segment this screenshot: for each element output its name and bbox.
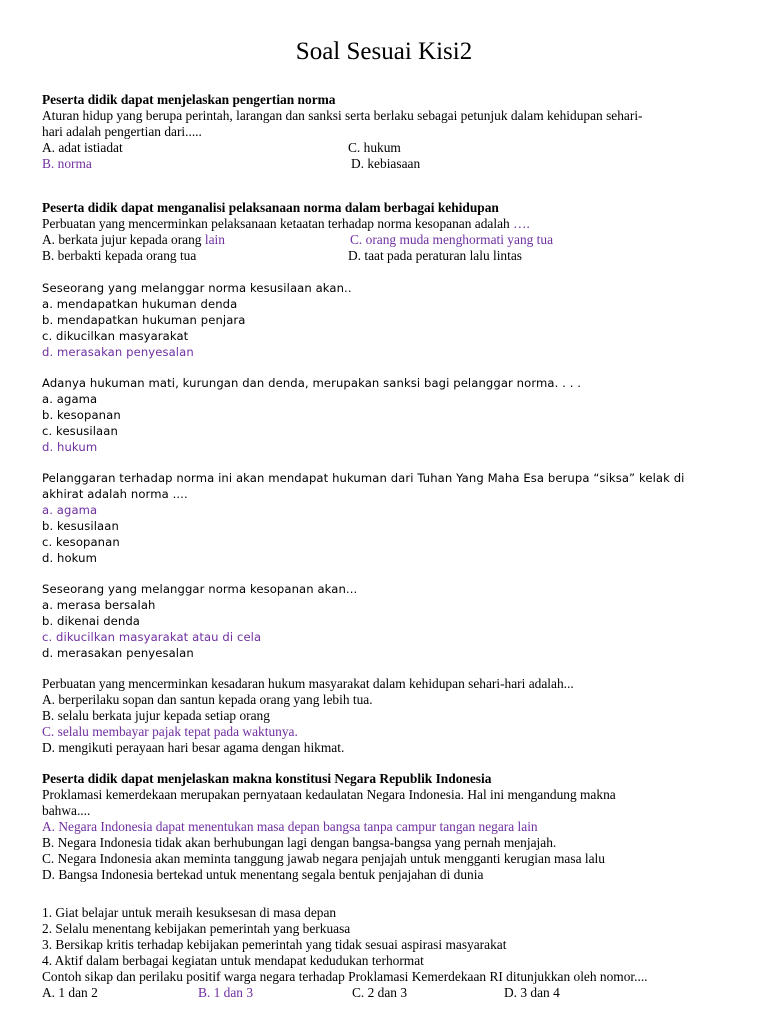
question-stem: Seseorang yang melanggar norma kesopanan akan...	[42, 582, 358, 596]
option-b[interactable]: B. Negara Indonesia tidak akan berhubungan lagi dengan bangsa-bangsa yang pernah menjajah.	[42, 835, 557, 850]
option-row	[42, 232, 732, 248]
question-9	[42, 905, 732, 1001]
option-c[interactable]: c. dikucilkan masyarakat	[42, 329, 189, 343]
option-d[interactable]: D. 3 dan 4	[504, 985, 560, 1000]
question-7	[42, 676, 732, 756]
option-c[interactable]: C. 2 dan 3	[352, 985, 408, 1000]
question-stem: Pelanggaran terhadap norma ini akan mendapat hukuman dari Tuhan Yang Maha Esa berupa “siksa” kelak di	[42, 471, 685, 485]
option-d-answer[interactable]: d. merasakan penyesalan	[42, 345, 194, 359]
option-b[interactable]: B. selalu berkata jujur kepada setiap orang	[42, 708, 270, 723]
option-c-answer[interactable]: C. selalu membayar pajak tepat pada waktunya.	[42, 724, 298, 739]
statement-item-3: 3. Bersikap kritis terhadap kebijakan pemerintah yang tidak sesuai aspirasi masyarakat	[42, 937, 507, 952]
question-stem: Proklamasi kemerdekaan merupakan pernyataan kedaulatan Negara Indonesia. Hal ini mengandung makna	[42, 787, 616, 802]
option-c[interactable]: C. hukum	[348, 140, 401, 155]
question-stem-continued: bahwa....	[42, 803, 91, 818]
option-b[interactable]: b. dikenai denda	[42, 614, 141, 628]
option-d[interactable]: D. mengikuti perayaan hari besar agama dengan hikmat.	[42, 740, 345, 755]
question-stem-ellipsis: ….	[509, 216, 530, 231]
statement-item-1: 1. Giat belajar untuk meraih kesuksesan di masa depan	[42, 905, 337, 920]
question-1	[42, 92, 732, 172]
option-row	[42, 248, 732, 264]
question-stem-text: Perbuatan yang mencerminkan pelaksanaan ketaatan terhadap norma kesopanan adalah	[42, 216, 510, 231]
option-a-answer[interactable]: A. Negara Indonesia dapat menentukan masa depan bangsa tanpa campur tangan negara lain	[42, 819, 538, 834]
option-d[interactable]: D. taat pada peraturan lalu lintas	[348, 248, 523, 263]
option-d-answer[interactable]: d. hukum	[42, 440, 98, 454]
question-sheet	[42, 92, 732, 1001]
option-c[interactable]: C. Negara Indonesia akan meminta tanggung jawab negara penjajah untuk mengganti kerugian masa lalu	[42, 851, 605, 866]
option-c[interactable]: c. kesusilaan	[42, 424, 118, 438]
question-3	[42, 280, 732, 360]
option-a-answer[interactable]: a. agama	[42, 503, 98, 517]
question-stem: Aturan hidup yang berupa perintah, larangan dan sanksi serta berlaku sebagai petunjuk dalam kehidupan sehari-	[42, 108, 643, 123]
question-stem-continued: akhirat adalah norma ....	[42, 487, 188, 501]
question-stem: Contoh sikap dan perilaku positif warga negara terhadap Proklamasi Kemerdekaan RI ditunjukkan oleh nomor....	[42, 969, 648, 984]
indicator-heading: Peserta didik dapat menganalisi pelaksanaan norma dalam berbagai kehidupan	[42, 200, 499, 215]
indicator-heading: Peserta didik dapat menjelaskan pengertian norma	[42, 92, 336, 107]
option-b-answer[interactable]: B. 1 dan 3	[198, 985, 254, 1000]
option-c[interactable]: c. kesopanan	[42, 535, 120, 549]
question-8	[42, 771, 732, 883]
option-c-answer[interactable]: c. dikucilkan masyarakat atau di cela	[42, 630, 262, 644]
option-a[interactable]: A. 1 dan 2	[42, 985, 98, 1000]
option-b[interactable]: b. mendapatkan hukuman penjara	[42, 313, 246, 327]
question-stem: Seseorang yang melanggar norma kesusilaan akan..	[42, 281, 352, 295]
question-stem-continued: hari adalah pengertian dari.....	[42, 124, 202, 139]
option-a[interactable]: A. adat istiadat	[42, 140, 123, 155]
option-c-answer[interactable]: C. orang muda menghormati yang tua	[350, 232, 554, 247]
option-a[interactable]	[42, 232, 225, 248]
statement-item-2: 2. Selalu menentang kebijakan pemerintah yang berkuasa	[42, 921, 351, 936]
option-d[interactable]: D. Bangsa Indonesia bertekad untuk menentang segala bentuk penjajahan di dunia	[42, 867, 484, 882]
option-b[interactable]: B. berbakti kepada orang tua	[42, 248, 197, 263]
option-d[interactable]: d. hokum	[42, 551, 97, 565]
option-row	[42, 156, 732, 172]
question-stem: Adanya hukuman mati, kurungan dan denda, merupakan sanksi bagi pelanggar norma. . . .	[42, 376, 582, 390]
option-a[interactable]: a. merasa bersalah	[42, 598, 156, 612]
option-a[interactable]: a. agama	[42, 392, 98, 406]
option-d[interactable]: D. kebiasaan	[351, 156, 421, 171]
indicator-heading: Peserta didik dapat menjelaskan makna konstitusi Negara Republik Indonesia	[42, 771, 492, 786]
question-stem	[42, 216, 732, 232]
option-a[interactable]: a. mendapatkan hukuman denda	[42, 297, 238, 311]
option-row	[42, 985, 732, 1001]
option-b[interactable]: b. kesusilaan	[42, 519, 119, 533]
option-a[interactable]: A. berperilaku sopan dan santun kepada orang yang lebih tua.	[42, 692, 373, 707]
option-b[interactable]: b. kesopanan	[42, 408, 121, 422]
statement-item-4: 4. Aktif dalam berbagai kegiatan untuk mendapat kedudukan terhormat	[42, 953, 424, 968]
question-6	[42, 581, 732, 661]
option-a-tail: lain	[204, 232, 225, 247]
document-title: Soal Sesuai Kisi2	[295, 38, 473, 65]
option-b-answer[interactable]: B. norma	[42, 156, 92, 171]
question-5	[42, 470, 732, 566]
option-d[interactable]: d. merasakan penyesalan	[42, 646, 194, 660]
question-stem: Perbuatan yang mencerminkan kesadaran hukum masyarakat dalam kehidupan sehari-hari adalah...	[42, 676, 574, 691]
question-2	[42, 200, 732, 264]
option-a-text: A. berkata jujur kepada orang	[42, 232, 205, 247]
question-4	[42, 375, 732, 455]
option-row	[42, 140, 732, 156]
